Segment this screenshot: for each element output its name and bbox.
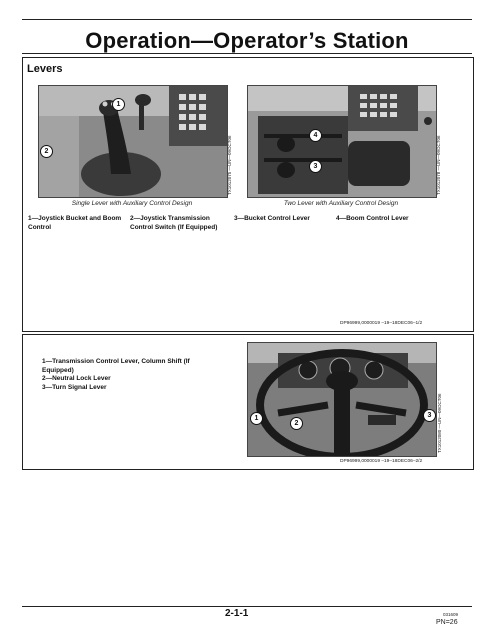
photo2-code: TX1012078 —UN—09OCT06	[436, 135, 441, 195]
legend2-item-3: 3—Turn Signal Lever	[42, 383, 107, 391]
section-heading: Levers	[27, 63, 63, 75]
callout-4: 4	[309, 129, 322, 142]
callout-s2-3: 3	[423, 409, 436, 422]
photo2-caption: Two Lever with Auxiliary Control Design	[283, 200, 399, 207]
steering-illustration	[248, 343, 436, 456]
footer-pn: PN=26	[436, 619, 458, 626]
photo3-code: TX1012080 —UN—09OCT06	[437, 393, 442, 453]
two-lever-photo	[247, 85, 437, 198]
header-rule-bottom	[22, 53, 472, 54]
legend-item-4: 4—Boom Control Lever	[336, 215, 409, 222]
page-title: Operation—Operator’s Station	[85, 28, 409, 53]
single-lever-photo	[38, 85, 228, 198]
legend2-item-2: 2—Neutral Lock Lever	[42, 375, 111, 382]
photo1-caption: Single Lever with Auxiliary Control Design	[71, 200, 193, 207]
callout-s2-2: 2	[290, 417, 303, 430]
section2-doc-id: DP96999,0000019 –19–18DEC06–2/2	[340, 459, 423, 464]
header-rule-top	[22, 19, 472, 20]
legend-item-1: 1—Joystick Bucket and Boom Control	[28, 215, 122, 231]
legend2-item-1: 1—Transmission Control Lever, Column Shift (If Equipped)	[42, 358, 190, 374]
legend-item-2: 2—Joystick Transmission Control Switch (If Equipped)	[130, 215, 218, 231]
section2-legend	[42, 358, 217, 392]
callout-1: 1	[112, 98, 125, 111]
section1-doc-id: DP96999,0000019 –19–18DEC06–1/2	[340, 321, 423, 326]
footer-rule	[22, 606, 472, 607]
footer-code: 031609	[443, 612, 459, 617]
callout-2: 2	[40, 145, 53, 158]
steering-column-photo	[247, 342, 437, 457]
legend-item-3: 3—Bucket Control Lever	[234, 215, 310, 222]
photo1-code: TX1012075 —UN—09OCT06	[227, 135, 232, 195]
callout-3: 3	[309, 160, 322, 173]
callout-s2-1: 1	[250, 412, 263, 425]
two-lever-illustration	[248, 86, 436, 197]
page-number: 2-1-1	[225, 608, 249, 619]
single-lever-illustration	[39, 86, 227, 197]
